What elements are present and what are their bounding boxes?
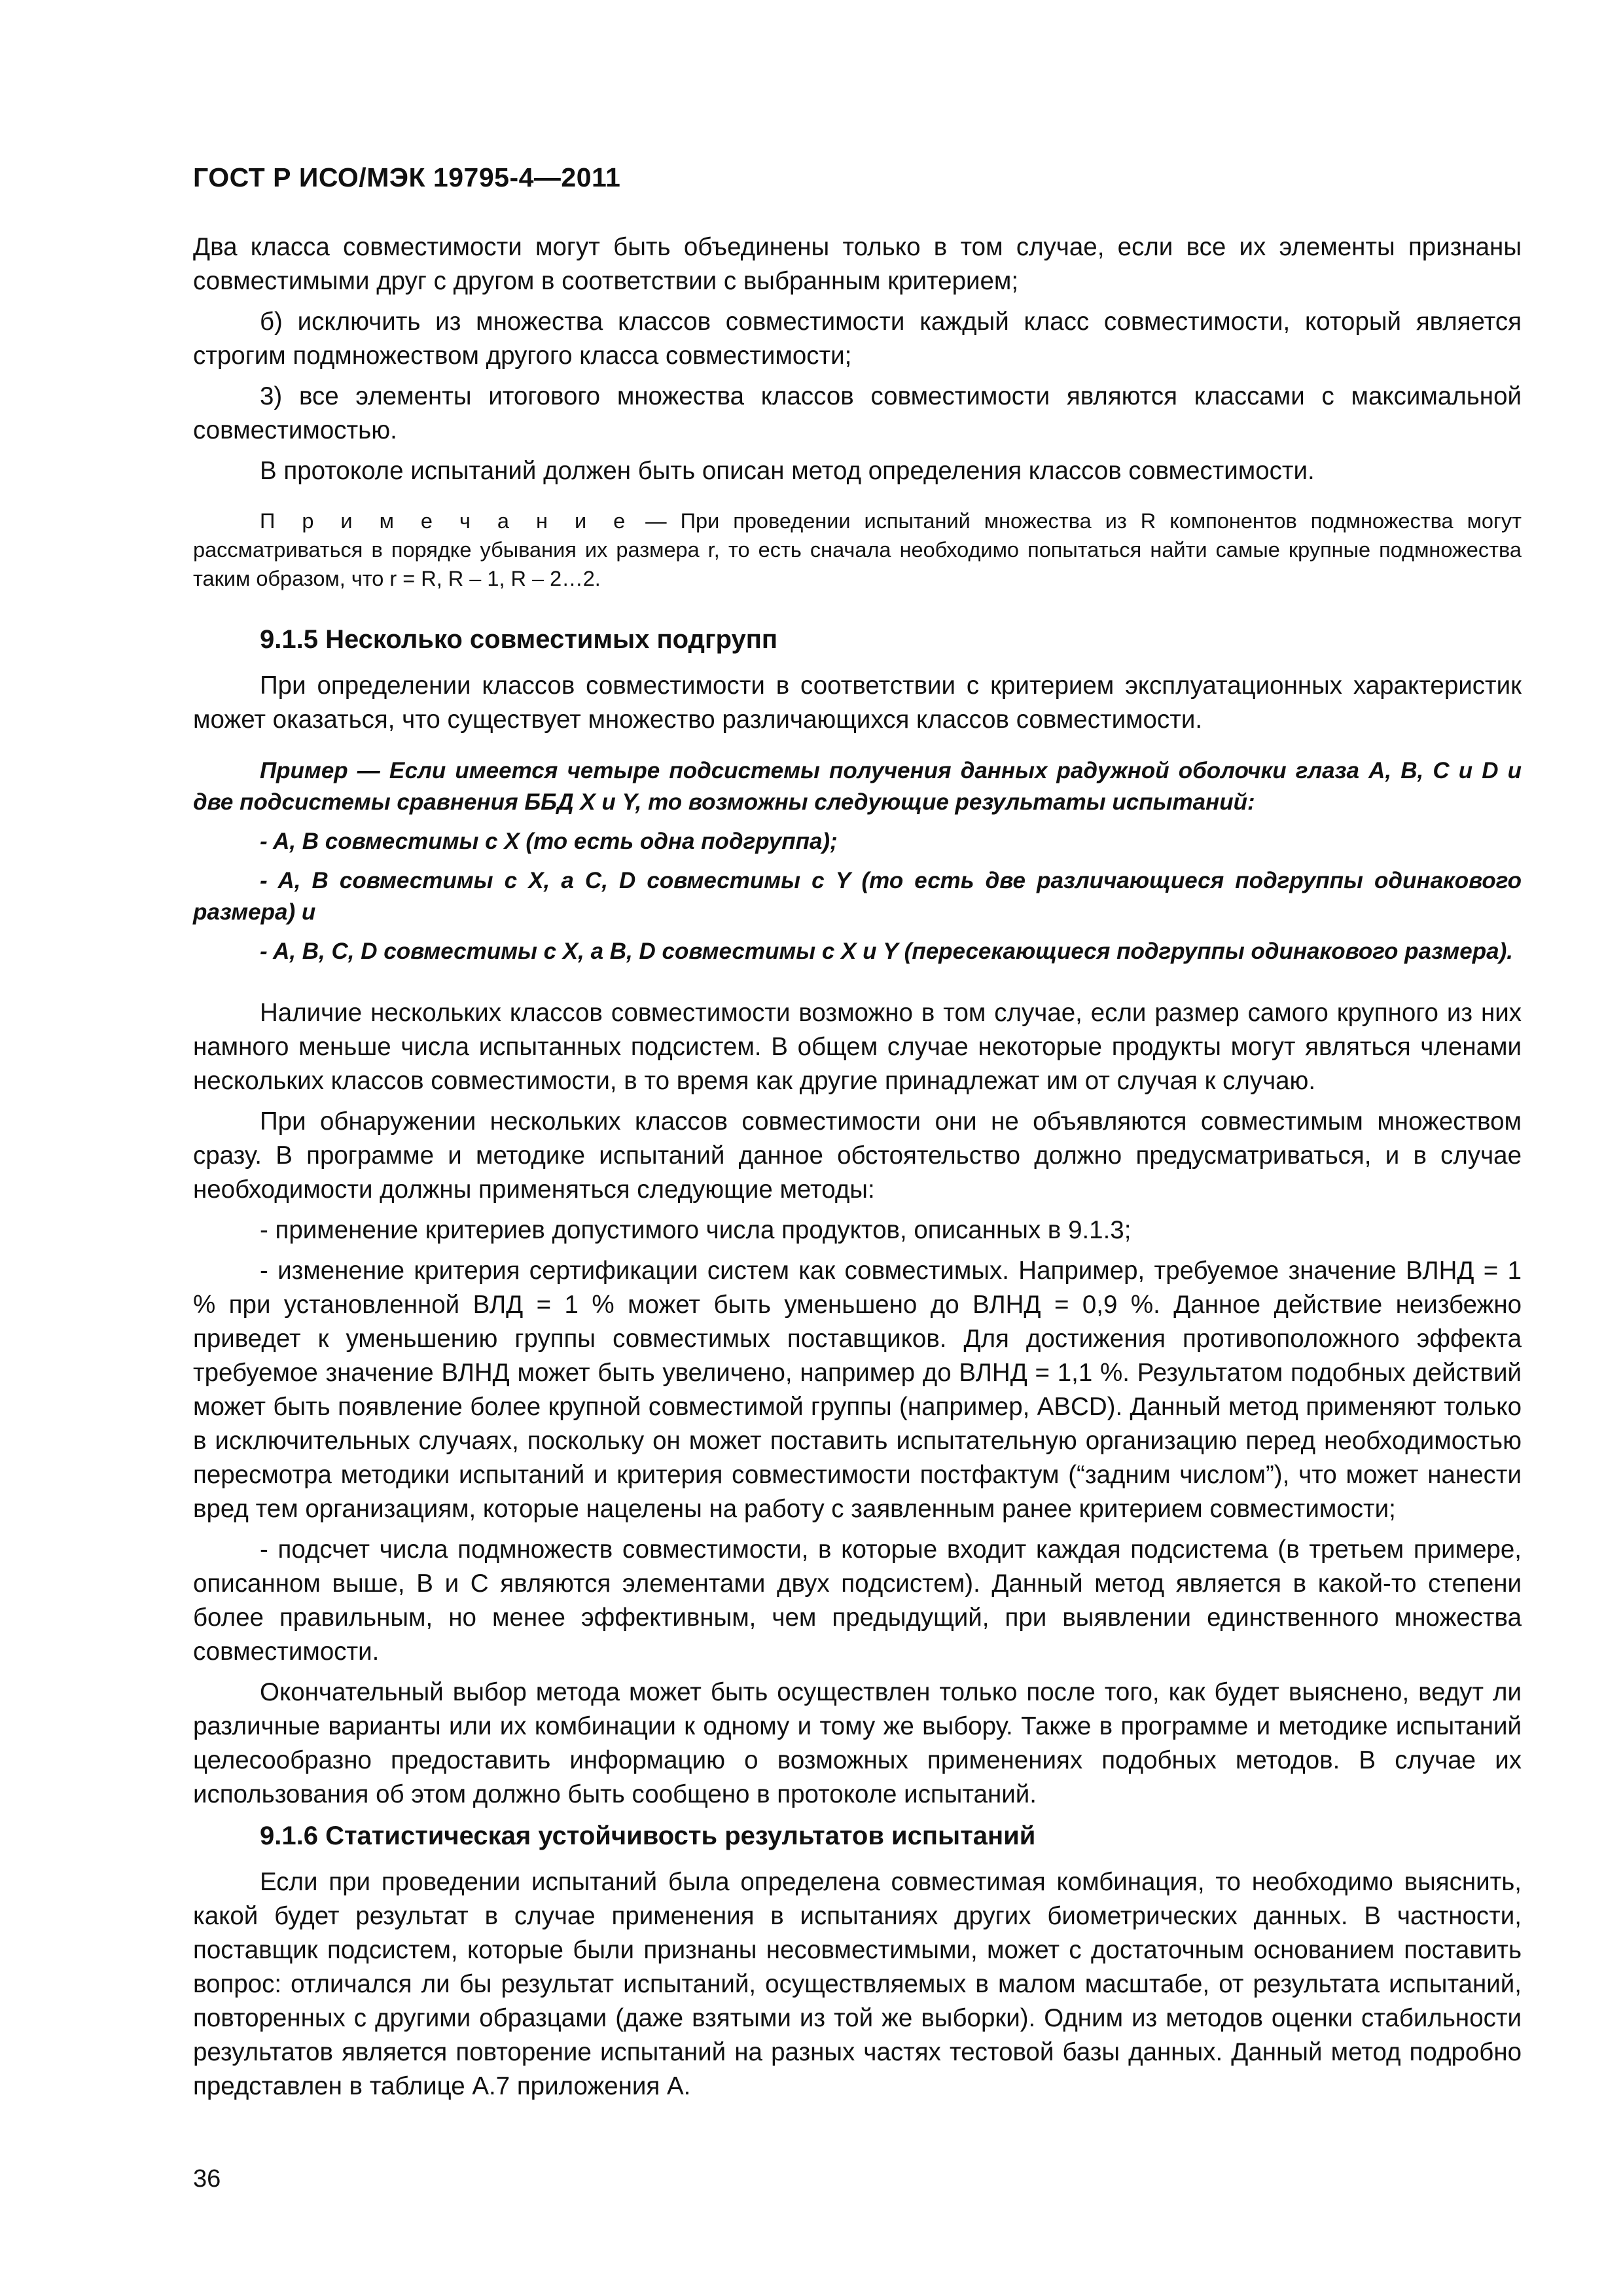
note xyxy=(193,507,1522,593)
example-item: - A, B, C, D совместимы с X, а B, D совместимы с X и Y (пересекающиеся подгруппы одинакового размера). xyxy=(260,939,1513,964)
example-item: - A, B совместимы с X, а C, D совместимы с Y (то есть две различающиеся подгруппы одинакового размера) и xyxy=(193,868,1522,925)
section-heading-9-1-5: 9.1.5 Несколько совместимых подгрупп xyxy=(260,625,778,654)
document-header: ГОСТ Р ИСО/МЭК 19795-4—2011 xyxy=(193,162,621,192)
paragraph: Наличие нескольких классов совместимости возможно в том случае, если размер самого крупного из них намного меньше числа испытанных подсистем. В общем случае некоторые продукты могут являться членами нескольких классов совместимости, в то время как другие принадлежат им от случая к случаю. xyxy=(193,999,1522,1095)
example-item: - A, B совместимы с X (то есть одна подгруппа); xyxy=(260,829,838,854)
paragraph: Если при проведении испытаний была определена совместимая комбинация, то необходимо выяснить, какой будет результат в случае применения в испытаниях других биометрических данных. В частности, поставщик подсистем, которые были признаны несовместимыми, может с достаточным основанием поставить вопрос: отличался ли бы результат испытаний, осуществляемых в малом масштабе, от результата испытаний, повторенных с другими образцами (даже взятыми из той же выборки). Одним из методов оценки стабильности результатов является повторение испытаний на разных частях тестовой базы данных. Данный метод подробно представлен в таблице А.7 приложения А. xyxy=(193,1868,1522,2100)
example-paragraph: Пример — Если имеется четыре подсистемы получения данных радужной оболочки глаза A, B, C и D и две подсистемы сравнения ББД X и Y, то возможны следующие результаты испытаний: xyxy=(193,758,1522,815)
list-item: - изменение критерия сертификации систем как совместимых. Например, требуемое значение ВЛНД = 1 % при установленной ВЛД = 1 % может быть уменьшено до ВЛНД = 0,9 %. Данное действие неизбежно приведет к уменьшению группы совместимых поставщиков. Для достижения противоположного эффекта требуемое значение ВЛНД может быть увеличено, например до ВЛНД = 1,1 %. Результатом подобных действий может быть появление более крупной совместимой группы (например, ABCD). Данный метод применяют только в исключительных случаях, поскольку он может поставить испытательную организацию перед необходимостью пересмотра методики испытаний и критерия совместимости постфактум (“задним числом”), что может нанести вред тем организациям, которые нацелены на работу с заявленным ранее критерием совместимости; xyxy=(193,1257,1522,1523)
note-text: — При проведении испытаний множества из R компонентов подмножества могут рассматриваться в порядке убывания их размера r, то есть сначала необходимо попытаться найти самые крупные подмножества таким образом, что r = R, R – 1, R – 2…2. xyxy=(193,509,1522,590)
list-item: - применение критериев допустимого числа продуктов, описанных в 9.1.3; xyxy=(260,1216,1132,1244)
note-label: П р и м е ч а н и е xyxy=(260,509,632,533)
page-number: 36 xyxy=(193,2165,221,2193)
paragraph: б) исключить из множества классов совместимости каждый класс совместимости, который является строгим подмножеством другого класса совместимости; xyxy=(193,308,1522,370)
section-heading-9-1-6: 9.1.6 Статистическая устойчивость результатов испытаний xyxy=(260,1821,1036,1850)
page-content xyxy=(193,230,1522,2110)
paragraph: В протоколе испытаний должен быть описан метод определения классов совместимости. xyxy=(260,457,1315,485)
list-item: - подсчет числа подмножеств совместимости, в которые входит каждая подсистема (в третьем примере, описанном выше, B и C являются элементами двух подсистем). Данный метод является в какой-то степени более правильным, но менее эффективным, чем предыдущий, при выявлении единственного множества совместимости. xyxy=(193,1535,1522,1666)
paragraph: 3) все элементы итогового множества классов совместимости являются классами с максимальной совместимостью. xyxy=(193,382,1522,444)
paragraph: При определении классов совместимости в соответствии с критерием эксплуатационных характеристик может оказаться, что существует множество различающихся классов совместимости. xyxy=(193,672,1522,734)
paragraph: При обнаружении нескольких классов совместимости они не объявляются совместимым множеством сразу. В программе и методике испытаний данное обстоятельство должно предусматриваться, и в случае необходимости должны применяться следующие методы: xyxy=(193,1107,1522,1204)
paragraph: Окончательный выбор метода может быть осуществлен только после того, как будет выяснено, ведут ли различные варианты или их комбинации к одному и тому же выбору. Также в программе и методике испытаний целесообразно предоставить информацию о возможных применениях подобных методов. В случае их использования об этом должно быть сообщено в протоколе испытаний. xyxy=(193,1678,1522,1808)
paragraph: Два класса совместимости могут быть объединены только в том случае, если все их элементы признаны совместимыми друг с другом в соответствии с выбранным критерием; xyxy=(193,233,1522,295)
